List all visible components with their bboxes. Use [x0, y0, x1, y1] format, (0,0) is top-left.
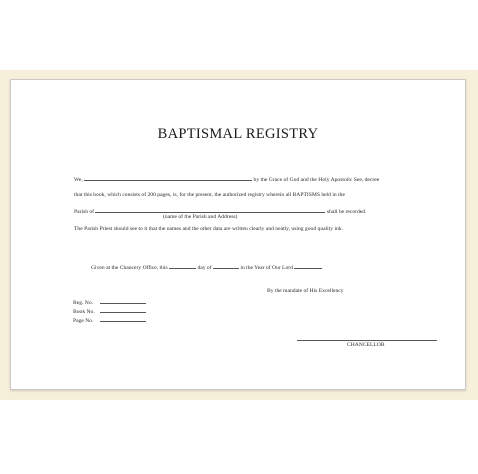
mandate-text: By the mandate of His Excellency: [267, 288, 344, 294]
we-label: We,: [74, 177, 83, 183]
grace-text: by the Grace of God and the Holy Apostolic See, decree: [253, 177, 380, 183]
registry-page: [10, 79, 466, 390]
parish-blank: [95, 207, 325, 213]
page-no-blank: [100, 316, 146, 322]
decree-line-1: [74, 175, 379, 184]
given-text: Given at the Chancery Office, this: [91, 265, 168, 271]
year-text: in the Year of Our Lord: [240, 265, 293, 271]
day-blank: [169, 263, 196, 269]
year-blank: [294, 263, 322, 269]
reg-no-blank: [100, 298, 146, 304]
book-no-label: Book No.: [73, 309, 95, 315]
parish-label: Parish of: [74, 209, 95, 215]
day-of-text: day of: [197, 265, 212, 271]
book-no-blank: [100, 307, 146, 313]
parish-caption: (name of the Parish and Address): [163, 214, 238, 220]
month-blank: [213, 263, 239, 269]
signature-line: [297, 340, 437, 341]
document-title: BAPTISMAL REGISTRY: [157, 126, 319, 142]
book-no-row: [73, 307, 146, 316]
decree-line-2: that this book, which consists of 200 pages, is, for the present, the authorized registry wherein all BAPTISMS held in the: [74, 192, 345, 198]
bishop-name-blank: [84, 175, 252, 181]
chancellor-label: CHANCELLOR: [347, 342, 385, 348]
page-no-label: Page No.: [73, 318, 94, 324]
page-no-row: [73, 316, 146, 325]
decree-line-4: The Parish Priest should see to it that the names and the other data are written clearly and neatly, using good quality ink.: [74, 226, 343, 232]
reg-no-label: Reg. No.: [73, 300, 94, 306]
recorded-text: shall be recorded.: [326, 209, 367, 215]
given-line: [91, 263, 322, 272]
reg-no-row: [73, 298, 146, 307]
